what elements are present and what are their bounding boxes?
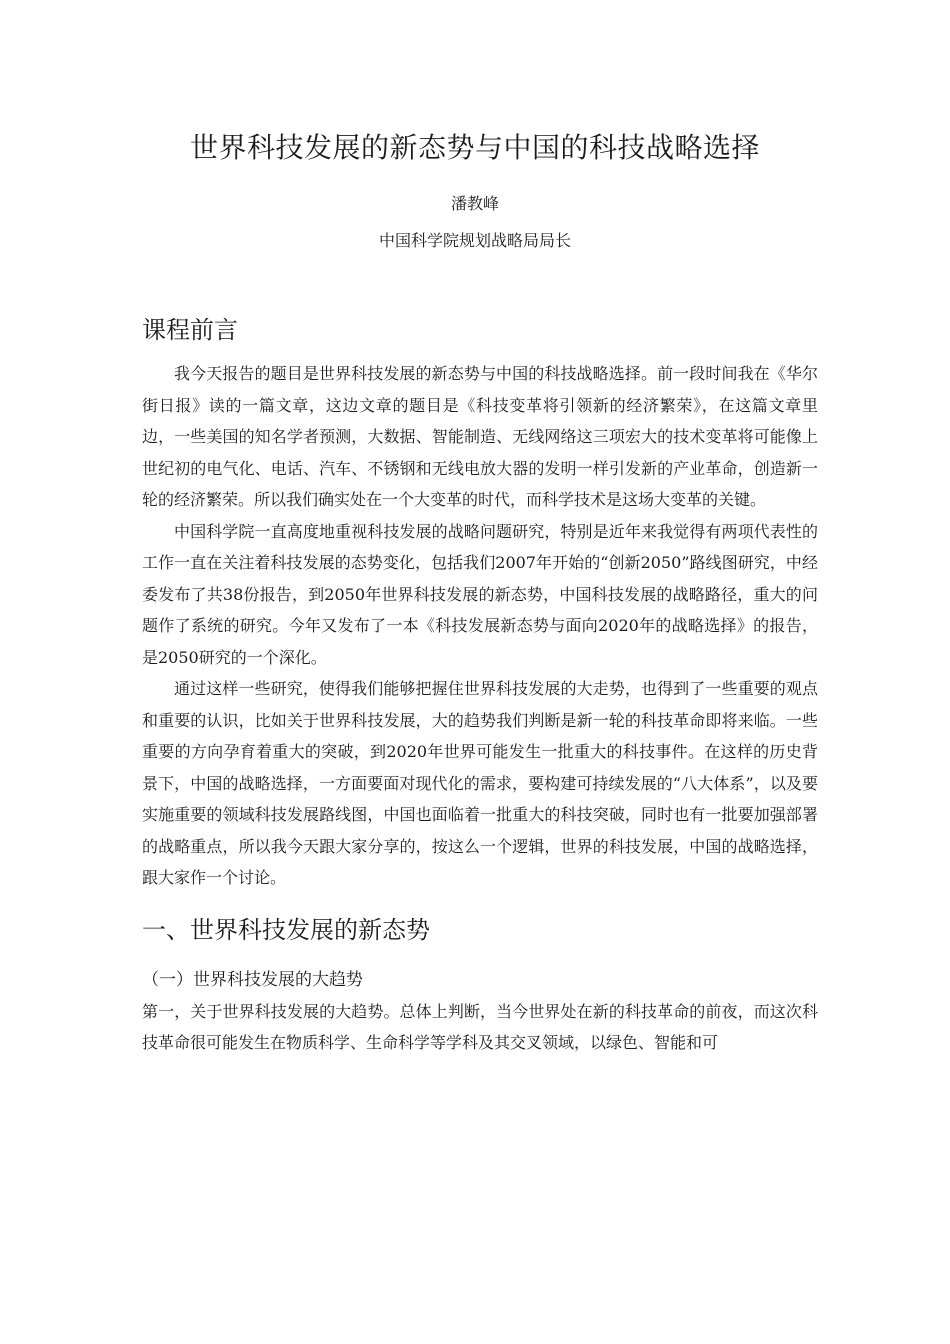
author-name: 潘教峰 bbox=[450, 194, 499, 213]
paragraph: 我今天报告的题目是世界科技发展的新态势与中国的科技战略选择。前一段时间我在《华尔街日报》读的一篇文章，这边文章的题目是《科技变革将引领新的经济繁荣》，在这篇文章里边，一些美国的知名学者预测，大数据、智能制造、无线网络这三项宏大的技术变革将可能像上世纪初的电气化、电话、汽车、不锈钢和无线电放大器的发明一样引发新的产业革命，创造新一轮的经济繁荣。所以我们确实处在一个大变革的时代，而科学技术是这场大变革的关键。 bbox=[142, 364, 818, 509]
paragraph: 第一，关于世界科技发展的大趋势。总体上判断，当今世界处在新的科技革命的前夜，而这次科技革命很可能发生在物质科学、生命科学等学科及其交叉领域，以绿色、智能和可 bbox=[142, 1001, 818, 1052]
document-body bbox=[142, 312, 818, 1059]
subsection-heading-1-1: （一）世界科技发展的大趋势 bbox=[142, 969, 363, 990]
document-title: 世界科技发展的新态势与中国的科技战略选择 bbox=[189, 131, 760, 164]
author-affiliation: 中国科学院规划战略局局长 bbox=[378, 231, 571, 250]
paragraph: 中国科学院一直高度地重视科技发展的战略问题研究，特别是近年来我觉得有两项代表性的工作一直在关注着科技发展的态势变化，包括我们2007年开始的“创新2050”路线图研究，中经委发布了共38份报告，到2050年世界科技发展的新态势，中国科技发展的战略路径，重大的问题作了系统的研究。今年又发布了一本《科技发展新态势与面向2020年的战略选择》的报告，是2050研究的一个深化。 bbox=[142, 521, 818, 667]
paragraph: 通过这样一些研究，使得我们能够把握住世界科技发展的大走势，也得到了一些重要的观点和重要的认识，比如关于世界科技发展，大的趋势我们判断是新一轮的科技革命即将来临。一些重要的方向孕育着重大的突破，到2020年世界可能发生一批重大的科技事件。在这样的历史背景下，中国的战略选择，一方面要面对现代化的需求，要构建可持续发展的“八大体系”，以及要实施重要的领域科技发展路线图，中国也面临着一批重大的科技突破，同时也有一批要加强部署的战略重点，所以我今天跟大家分享的，按这么一个逻辑，世界的科技发展，中国的战略选择，跟大家作一个讨论。 bbox=[142, 679, 818, 887]
section-heading-1: 一、世界科技发展的新态势 bbox=[142, 915, 430, 944]
section-heading-preface: 课程前言 bbox=[142, 316, 238, 344]
